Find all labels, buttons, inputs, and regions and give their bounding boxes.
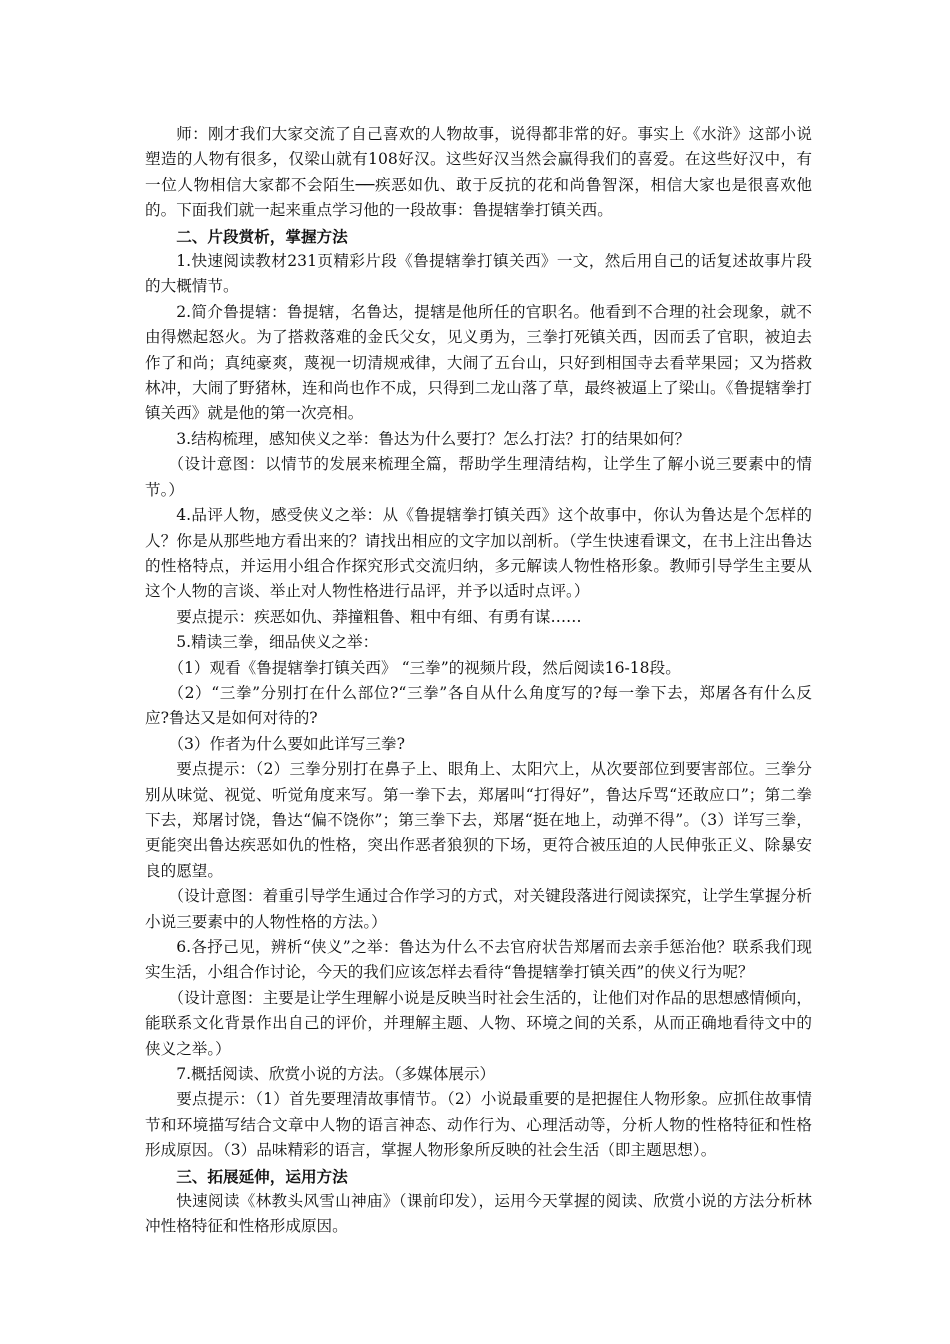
paragraph-extension: 快速阅读《林教头风雪山神庙》（课前印发），运用今天掌握的阅读、欣赏小说的方法分析林冲性格特征和性格形成原因。 <box>145 1192 812 1236</box>
paragraph-intro: 师：刚才我们大家交流了自己喜欢的人物故事，说得都非常的好。事实上《水浒》这部小说塑造的人物有很多，仅梁山就有108好汉。这些好汉当然会赢得我们的喜爱。在这些好汉中，有一位人物相信大家都不会陌生──疾恶如仇、敢于反抗的花和尚鲁智深，相信大家也是很喜欢他的。下面我们就一起来重点学习他的一段故事：鲁提辖拳打镇关西。 <box>145 125 812 220</box>
paragraph-step-5: 5.精读三拳，细品侠义之举： <box>176 633 379 652</box>
paragraph-design-note-1: （设计意图：以情节的发展来梳理全篇，帮助学生理清结构，让学生了解小说三要素中的情节。） <box>145 455 812 499</box>
paragraph-step-5-item-1: （1）观看《鲁提辖拳打镇关西》 “三拳”的视频片段，然后阅读16-18段。 <box>168 658 681 677</box>
section-heading-2: 二、片段赏析，掌握方法 <box>176 226 348 246</box>
paragraph-step-4: 4.品评人物，感受侠义之举：从《鲁提辖拳打镇关西》这个故事中，你认为鲁达是个怎样的人？你是从那些地方看出来的？请找出相应的文字加以剖析。（学生快速看课文，在书上注出鲁达的性格特点，并运用小组合作探究形式交流归纳，多元解读人物性格形象。教师引导学生主要从这个人物的言谈、举止对人物性格进行品评，并予以适时点评。） <box>145 506 812 601</box>
section-heading-3: 三、拓展延伸，运用方法 <box>176 1166 348 1186</box>
paragraph-key-points-2: 要点提示：（2）三拳分别打在鼻子上、眼角上、太阳穴上，从次要部位到要害部位。三拳分别从味觉、视觉、听觉角度来写。第一拳下去，郑屠叫“打得好”，鲁达斥骂“还敢应口”；第二拳下去，郑屠讨饶，鲁达“偏不饶你”；第三拳下去，郑屠“挺在地上，动弹不得”。（3）详写三拳，更能突出鲁达疾恶如仇的性格，突出作恶者狼狈的下场，更符合被压迫的人民伸张正义、除暴安良的愿望。 <box>145 760 812 880</box>
paragraph-key-points-1: 要点提示：疾恶如仇、莽撞粗鲁、粗中有细、有勇有谋…… <box>176 607 582 626</box>
paragraph-step-7: 7.概括阅读、欣赏小说的方法。（多媒体展示） <box>176 1065 496 1084</box>
paragraph-step-1: 1.快速阅读教材231页精彩片段《鲁提辖拳打镇关西》一文，然后用自己的话复述故事片段的大概情节。 <box>145 252 812 296</box>
paragraph-design-note-3: （设计意图：主要是让学生理解小说是反映当时社会生活的，让他们对作品的思想感情倾向，能联系文化背景作出自己的评价，并理解主题、人物、环境之间的关系，从而正确地看待文中的侠义之举。） <box>145 988 812 1058</box>
paragraph-key-points-3: 要点提示：（1）首先要理清故事情节。（2）小说最重要的是把握住人物形象。应抓住故事情节和环境描写结合文章中人物的语言神态、动作行为、心理活动等，分析人物的性格特征和性格形成原因。（3）品味精彩的语言，掌握人物形象所反映的社会生活（即主题思想）。 <box>145 1090 812 1160</box>
paragraph-step-5-item-3: （3）作者为什么要如此详写三拳? <box>168 734 405 753</box>
document-page <box>145 122 812 1240</box>
paragraph-step-5-item-2: （2）“三拳”分别打在什么部位?“三拳”各自从什么角度写的?每一拳下去，郑屠各有什么反应?鲁达又是如何对待的? <box>145 683 812 728</box>
paragraph-step-3: 3.结构梳理，感知侠义之举：鲁达为什么要打？怎么打法？打的结果如何？ <box>176 429 691 448</box>
paragraph-step-6: 6.各抒己见，辨析“侠义”之举：鲁达为什么不去官府状告郑屠而去亲手惩治他？联系我们现实生活，小组合作讨论，今天的我们应该怎样去看待“鲁提辖拳打镇关西”的侠义行为呢？ <box>145 938 812 982</box>
paragraph-step-2: 2.简介鲁提辖：鲁提辖，名鲁达，提辖是他所任的官职名。他看到不合理的社会现象，就不由得燃起怒火。为了搭救落难的金氏父女，见义勇为，三拳打死镇关西，因而丢了官职，被迫去作了和尚；真纯豪爽，蔑视一切清规戒律，大闹了五台山，只好到相国寺去看苹果园；又为搭救林冲，大闹了野猪林，连和尚也作不成，只得到二龙山落了草，最终被逼上了梁山。《鲁提辖拳打镇关西》就是他的第一次亮相。 <box>145 302 812 423</box>
paragraph-design-note-2: （设计意图：着重引导学生通过合作学习的方式，对关键段落进行阅读探究，让学生掌握分析小说三要素中的人物性格的方法。） <box>145 887 812 931</box>
